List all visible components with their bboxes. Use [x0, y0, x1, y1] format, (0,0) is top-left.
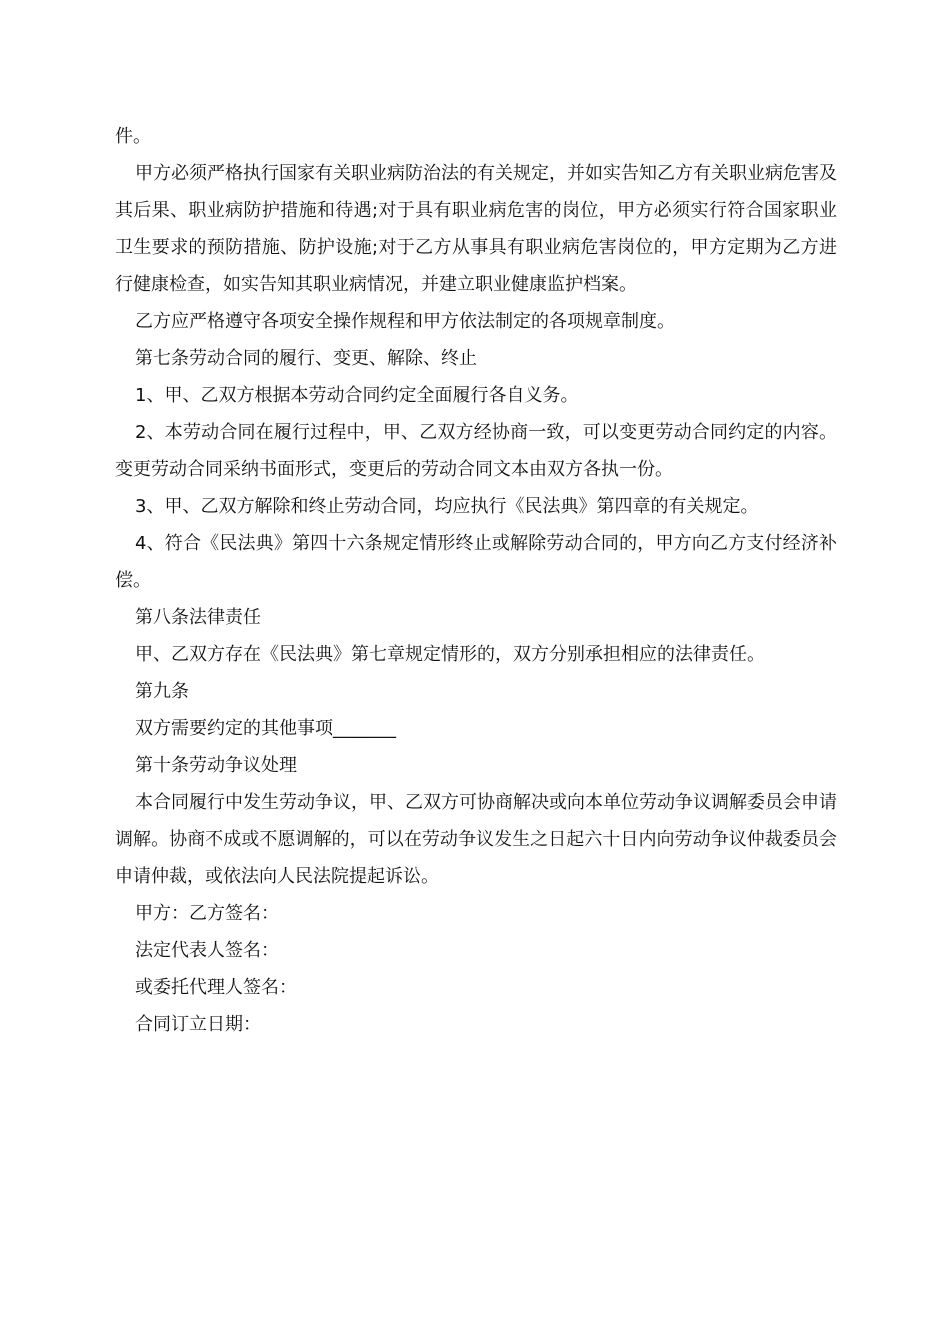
article-9-heading: 第九条	[135, 681, 189, 702]
paragraph-occupational-disease: 甲方必须严格执行国家有关职业病防治法的有关规定，并如实告知乙方有关职业病危害及其后果、职业病防护措施和待遇;对于具有职业病危害的岗位，甲方必须实行符合国家职业卫生要求的预防措施、防护设施;对于乙方从事具有职业病危害岗位的，甲方定期为乙方进行健康检查，如实告知其职业病情况，并建立职业健康监护档案。	[115, 163, 837, 295]
article-7-heading: 第七条劳动合同的履行、变更、解除、终止	[135, 348, 477, 369]
article-8-text: 甲、乙双方存在《民法典》第七章规定情形的，双方分别承担相应的法律责任。	[135, 644, 765, 665]
contract-date: 合同订立日期：	[135, 1014, 261, 1035]
article-7-item-3: 3、甲、乙双方解除和终止劳动合同，均应执行《民法典》第四章的有关规定。	[135, 496, 759, 517]
article-7-item-2: 2、本劳动合同在履行过程中，甲、乙双方经协商一致，可以变更劳动合同约定的内容。变更劳动合同采纳书面形式，变更后的劳动合同文本由双方各执一份。	[115, 422, 837, 480]
paragraph-safety-rules: 乙方应严格遵守各项安全操作规程和甲方依法制定的各项规章制度。	[135, 311, 675, 332]
signature-authorized-agent: 或委托代理人签名：	[135, 977, 297, 998]
article-9-text: 双方需要约定的其他事项_______	[135, 718, 396, 739]
paragraph-continuation: 件。	[115, 126, 151, 147]
article-10-heading: 第十条劳动争议处理	[135, 755, 297, 776]
document-body	[115, 118, 837, 1043]
signature-legal-representative: 法定代表人签名：	[135, 940, 279, 961]
signature-party-a-b: 甲方：乙方签名：	[135, 903, 279, 924]
article-8-heading: 第八条法律责任	[135, 607, 261, 628]
article-10-text: 本合同履行中发生劳动争议，甲、乙双方可协商解决或向本单位劳动争议调解委员会申请调解。协商不成或不愿调解的，可以在劳动争议发生之日起六十日内向劳动争议仲裁委员会申请仲裁，或依法向人民法院提起诉讼。	[115, 792, 837, 887]
article-7-item-4: 4、符合《民法典》第四十六条规定情形终止或解除劳动合同的，甲方向乙方支付经济补偿。	[115, 533, 837, 591]
article-7-item-1: 1、甲、乙双方根据本劳动合同约定全面履行各自义务。	[135, 385, 579, 406]
